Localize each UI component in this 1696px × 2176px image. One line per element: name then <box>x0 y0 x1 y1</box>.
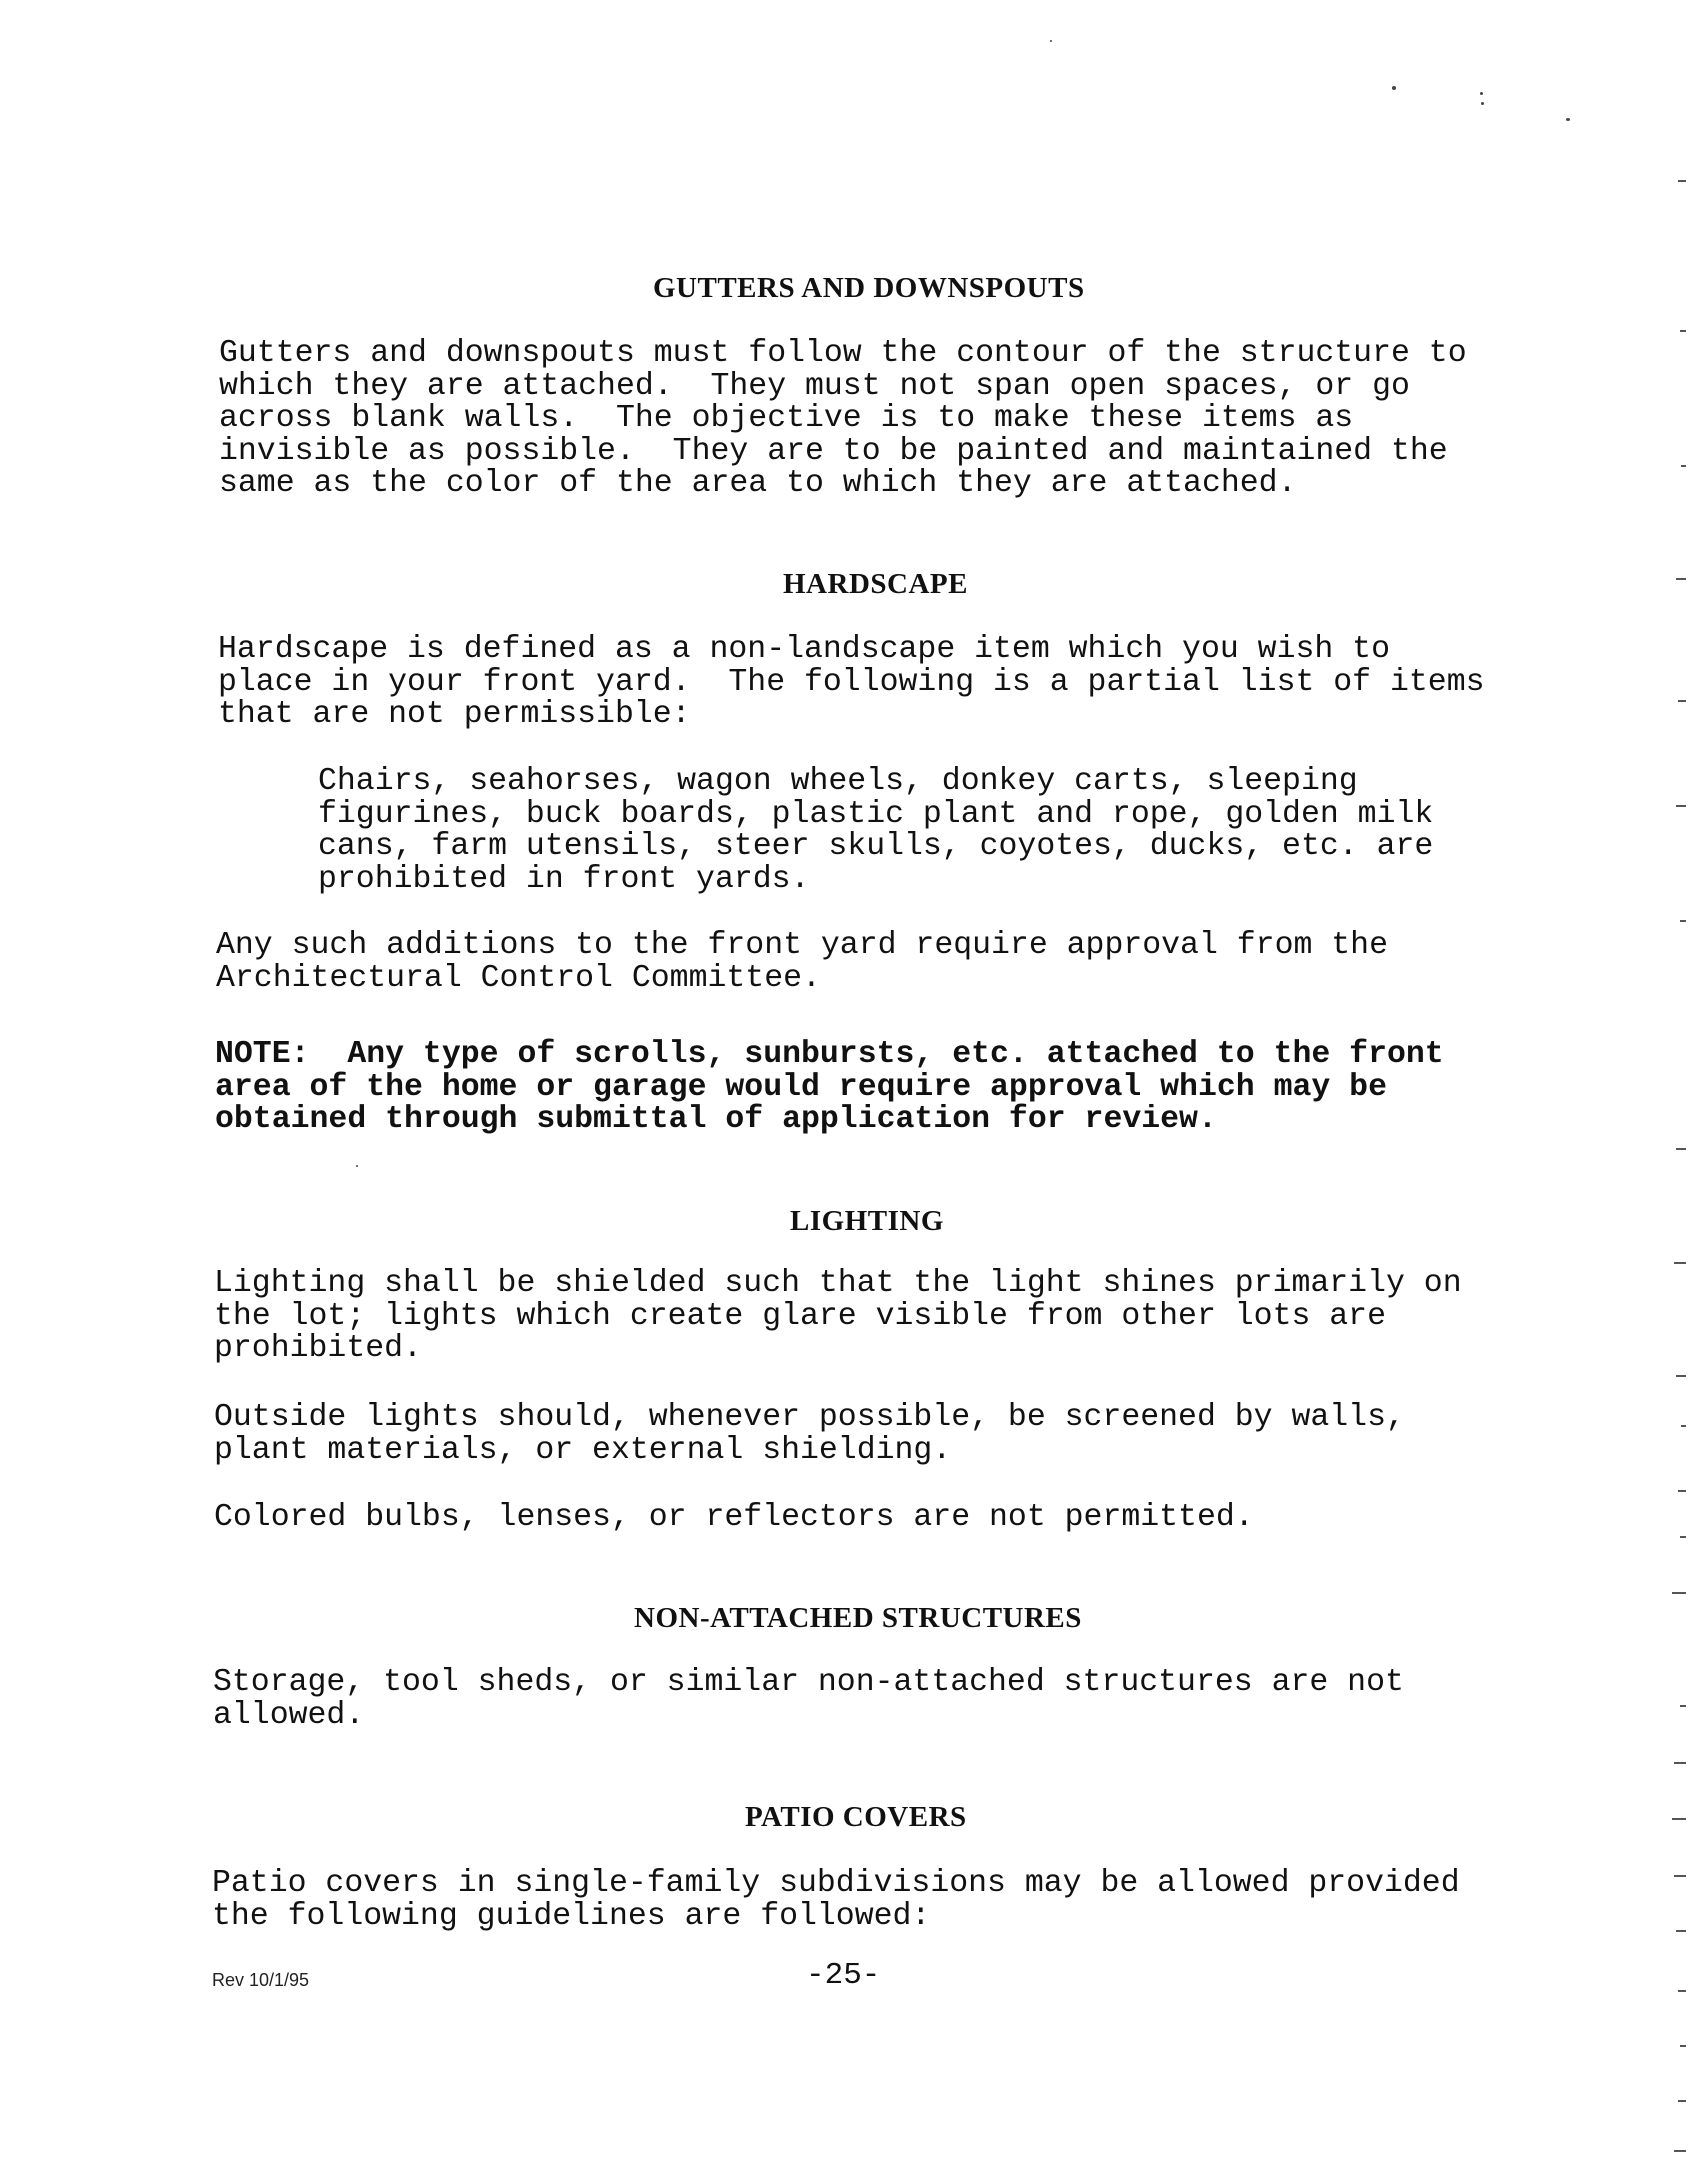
text-line: cans, farm utensils, steer skulls, coyotes, ducks, etc. are <box>318 829 1434 864</box>
text-line: allowed. <box>213 1697 365 1733</box>
text-line: obtained through submittal of application for review. <box>215 1102 1217 1137</box>
text-line: same as the color of the area to which they are attached. <box>219 466 1297 501</box>
paragraph-non-attached <box>213 1667 1404 1732</box>
scan-speck <box>1392 86 1396 90</box>
revision-date: Rev 10/1/95 <box>212 1970 310 1990</box>
text-line: Hardscape is defined as a non-landscape item which you wish to <box>218 632 1390 667</box>
text-line: invisible as possible. They are to be painted and maintained the <box>219 433 1448 469</box>
text-line: Storage, tool sheds, or similar non-attached structures are not <box>213 1665 1404 1700</box>
scan-speck <box>1480 92 1483 95</box>
heading-hardscape: HARDSCAPE <box>783 568 968 600</box>
text-line: Colored bulbs, lenses, or reflectors are not permitted. <box>214 1500 1254 1535</box>
text-line: area of the home or garage would require approval which may be <box>215 1069 1387 1105</box>
text-line: prohibited in front yards. <box>318 861 810 897</box>
text-line: that are not permissible: <box>218 697 691 732</box>
text-line: Gutters and downspouts must follow the contour of the structure to <box>219 336 1467 371</box>
scan-margin-marks <box>1666 0 1696 2176</box>
scan-speck <box>1481 102 1484 105</box>
text-line: plant materials, or external shielding. <box>214 1432 952 1468</box>
paragraph-outside-lights <box>214 1402 1405 1467</box>
text-line: the lot; lights which create glare visible from other lots are <box>214 1298 1386 1334</box>
paragraph-hardscape-definition <box>218 634 1485 732</box>
paragraph-colored-bulbs <box>214 1502 1254 1535</box>
text-line: Outside lights should, whenever possible, be screened by walls, <box>214 1400 1405 1435</box>
paragraph-approval-required <box>216 930 1388 995</box>
text-line: which they are attached. They must not span open spaces, or go <box>219 368 1410 404</box>
text-line: place in your front yard. The following is a partial list of items <box>218 664 1485 700</box>
page-number: -25- <box>806 1958 881 1993</box>
paragraph-gutters <box>219 338 1467 501</box>
heading-patio-covers: PATIO COVERS <box>745 1801 967 1833</box>
paragraph-prohibited-items <box>318 766 1433 896</box>
text-line: prohibited. <box>214 1331 422 1366</box>
text-line: figurines, buck boards, plastic plant and rope, golden milk <box>318 796 1434 832</box>
text-line: Chairs, seahorses, wagon wheels, donkey carts, sleeping <box>318 764 1358 799</box>
text-line: NOTE: Any type of scrolls, sunbursts, etc. attached to the front <box>215 1037 1444 1072</box>
paragraph-note <box>215 1039 1444 1137</box>
text-line: Lighting shall be shielded such that the light shines primarily on <box>214 1266 1462 1301</box>
heading-gutters-and-downspouts: GUTTERS AND DOWNSPOUTS <box>653 272 1085 304</box>
heading-lighting: LIGHTING <box>790 1205 944 1237</box>
scan-speck <box>1566 118 1570 121</box>
scan-speck <box>1050 40 1052 42</box>
text-line: Any such additions to the front yard require approval from the <box>216 928 1388 963</box>
text-line: Patio covers in single-family subdivisions may be allowed provided <box>212 1866 1460 1901</box>
scan-speck <box>356 1165 358 1167</box>
heading-non-attached-structures: NON-ATTACHED STRUCTURES <box>634 1602 1082 1634</box>
paragraph-lighting-shielded <box>214 1268 1462 1366</box>
text-line: across blank walls. The objective is to make these items as <box>219 401 1354 436</box>
text-line: the following guidelines are followed: <box>212 1898 931 1934</box>
paragraph-patio-covers <box>212 1868 1460 1933</box>
text-line: Architectural Control Committee. <box>216 960 821 996</box>
